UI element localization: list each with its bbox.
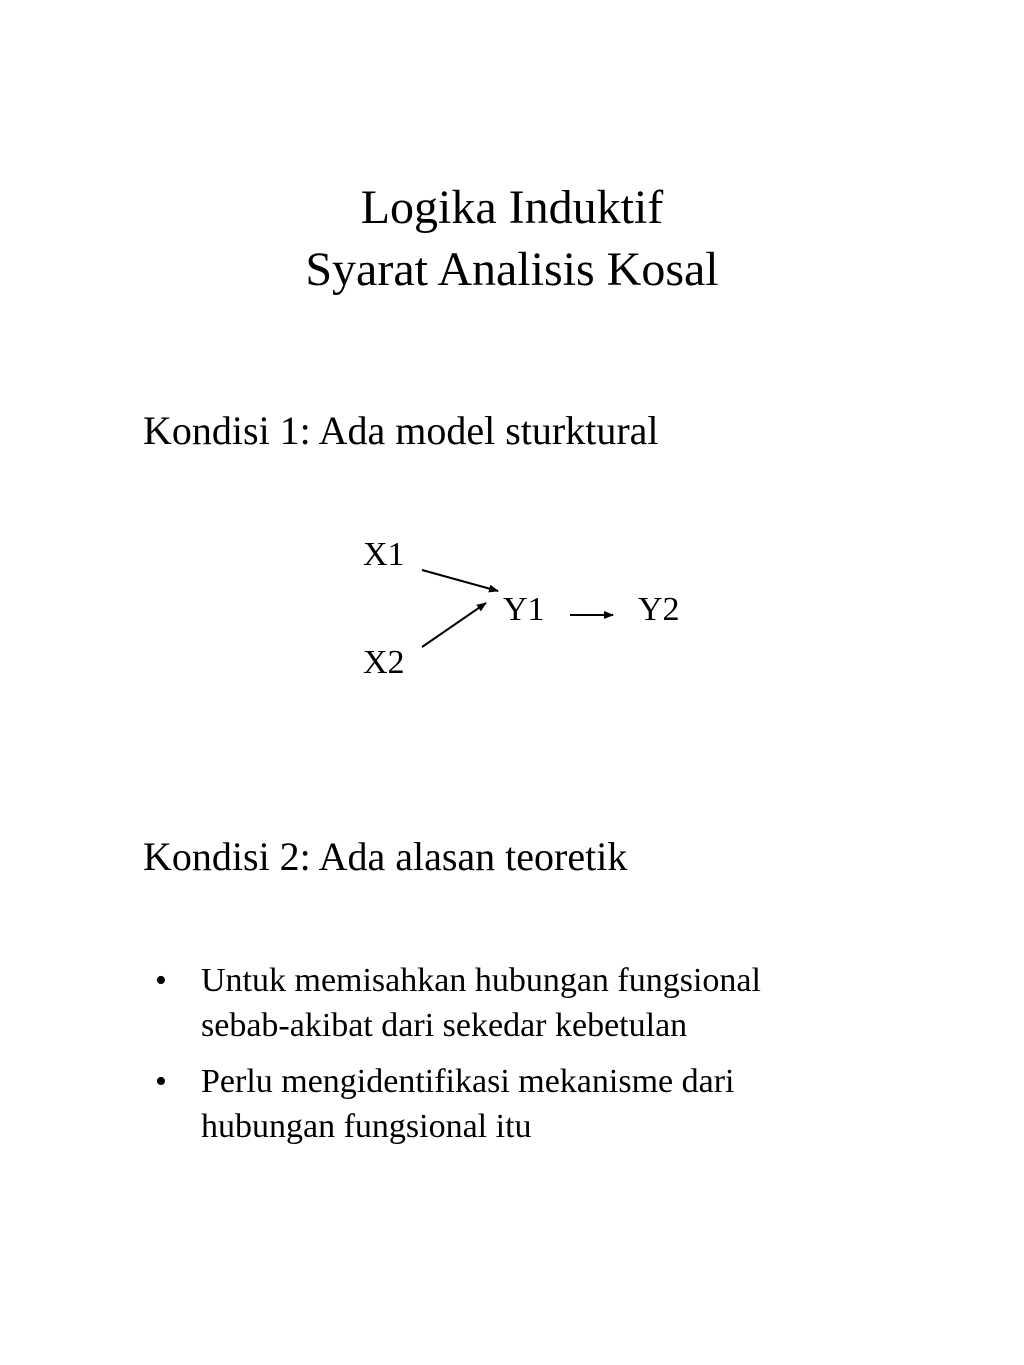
node-x1: X1 xyxy=(363,536,405,573)
arrow-x1-to-y1 xyxy=(422,570,498,591)
arrow-x2-to-y1 xyxy=(422,603,486,647)
node-x2: X2 xyxy=(363,644,405,681)
list-item-text: Untuk memisahkan hubungan fungsional sebab-akibat dari sekedar kebetulan xyxy=(201,962,761,1044)
list-item-text: Perlu mengidentifikasi mekanisme dari hubungan fungsional itu xyxy=(201,1063,735,1145)
kondisi-2-heading: Kondisi 2: Ada alasan teoretik xyxy=(143,834,628,879)
list-item xyxy=(155,958,855,1048)
title-line-1: Logika Induktif xyxy=(360,181,664,234)
bullet-icon: • xyxy=(155,1063,167,1100)
title-line-2: Syarat Analisis Kosal xyxy=(305,243,719,296)
node-y1: Y1 xyxy=(503,591,545,628)
node-y2: Y2 xyxy=(638,591,680,628)
reason-list xyxy=(155,958,855,1160)
bullet-icon: • xyxy=(155,962,167,999)
list-item xyxy=(155,1059,855,1149)
kondisi-1-heading: Kondisi 1: Ada model sturktural xyxy=(143,408,659,453)
